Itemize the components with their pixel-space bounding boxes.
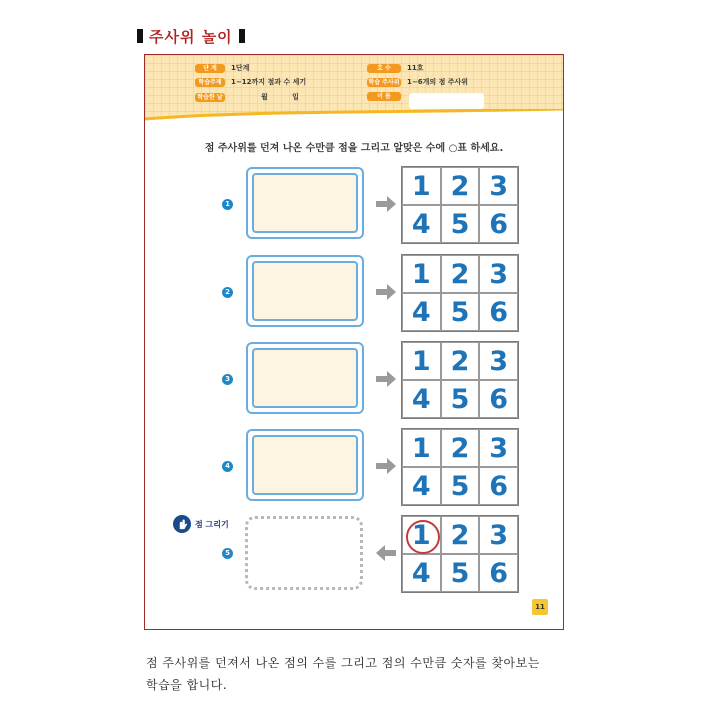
arrow-left-icon — [374, 544, 398, 562]
number-cell[interactable]: 6 — [479, 380, 518, 418]
header-row-name — [367, 92, 401, 101]
die-box-2[interactable] — [246, 255, 364, 327]
heading-title: 주사위 놀이 — [149, 27, 233, 46]
problem-marker-4: 4 — [222, 461, 233, 472]
topic-value: 1~12까지 점과 수 세기 — [231, 78, 307, 86]
die-box-inner — [252, 435, 358, 495]
arrow-right-icon — [374, 457, 398, 475]
number-cell[interactable]: 4 — [402, 554, 441, 592]
header-wave — [145, 109, 563, 127]
number-cell[interactable]: 2 — [441, 429, 480, 467]
number-grid-1 — [401, 166, 519, 244]
instruction-text: 점 주사위를 던져 나온 수만큼 점을 그리고 알맞은 수에 ○표 하세요. — [204, 143, 504, 154]
number-cell[interactable]: 5 — [441, 554, 480, 592]
problem-marker-5: 5 — [222, 548, 233, 559]
number-grid-5 — [401, 515, 519, 593]
worksheet-page — [144, 54, 564, 630]
caption-line-2: 학습을 합니다. — [146, 678, 228, 692]
header-row-date — [195, 92, 299, 102]
page-number-badge: 11 — [532, 599, 548, 615]
number-cell[interactable]: 2 — [441, 342, 480, 380]
draw-dots-text: 점 그리기 — [195, 519, 229, 529]
die-box-inner — [252, 173, 358, 233]
number-cell[interactable]: 6 — [479, 293, 518, 331]
dot-drawing-area[interactable] — [245, 516, 363, 590]
die-box-3[interactable] — [246, 342, 364, 414]
caption — [146, 652, 606, 696]
number-cell[interactable]: 3 — [479, 429, 518, 467]
header-row-level — [195, 63, 249, 73]
die-box-inner — [252, 261, 358, 321]
number-cell[interactable]: 5 — [441, 293, 480, 331]
problem-marker-3: 3 — [222, 374, 233, 385]
number-cell[interactable]: 6 — [479, 554, 518, 592]
problem-marker-2: 2 — [222, 287, 233, 298]
name-field[interactable] — [409, 93, 484, 109]
heading-right-mark — [239, 29, 245, 43]
number-cell[interactable]: 3 — [479, 516, 518, 554]
caption-line-1: 점 주사위를 던져서 나온 점의 수를 그리고 점의 수만큼 숫자를 찾아보는 — [146, 656, 540, 670]
number-cell[interactable]: 2 — [441, 167, 480, 205]
arrow-right-icon — [374, 283, 398, 301]
die-box-inner — [252, 348, 358, 408]
level-tag: 단 계 — [195, 64, 225, 73]
number-grid-4 — [401, 428, 519, 506]
draw-dots-label — [173, 515, 229, 533]
heading-left-mark — [137, 29, 143, 43]
dice-value: 1~6개의 점 주사위 — [407, 78, 469, 86]
date-tag: 학습한 날 — [195, 93, 225, 102]
arrow-right-icon — [374, 370, 398, 388]
dice-tag: 학습 주사위 — [368, 78, 400, 86]
issue-tag: 호 수 — [367, 64, 401, 73]
issue-value: 11호 — [407, 64, 424, 72]
number-cell[interactable]: 5 — [441, 467, 480, 505]
number-cell[interactable]: 5 — [441, 380, 480, 418]
number-cell-circled[interactable]: 1 — [402, 516, 441, 554]
header-row-dice — [367, 77, 468, 87]
topic-tag: 학습주제 — [195, 78, 225, 87]
number-cell[interactable]: 4 — [402, 293, 441, 331]
number-cell[interactable]: 3 — [479, 167, 518, 205]
die-box-1[interactable] — [246, 167, 364, 239]
level-value: 1단계 — [231, 64, 250, 72]
number-cell[interactable]: 2 — [441, 516, 480, 554]
page-heading — [137, 26, 245, 46]
number-cell[interactable]: 2 — [441, 255, 480, 293]
number-cell[interactable]: 4 — [402, 380, 441, 418]
number-cell[interactable]: 6 — [479, 467, 518, 505]
number-cell[interactable]: 1 — [402, 167, 441, 205]
hand-pencil-icon — [173, 515, 191, 533]
date-value: 월 일 — [261, 93, 299, 101]
number-cell[interactable]: 1 — [402, 342, 441, 380]
name-tag: 이 름 — [367, 92, 401, 101]
number-cell[interactable]: 1 — [402, 429, 441, 467]
number-cell[interactable]: 1 — [402, 255, 441, 293]
number-cell[interactable]: 3 — [479, 342, 518, 380]
number-cell[interactable]: 4 — [402, 467, 441, 505]
arrow-right-icon — [374, 195, 398, 213]
number-cell[interactable]: 4 — [402, 205, 441, 243]
header-row-topic — [195, 77, 306, 87]
number-grid-2 — [401, 254, 519, 332]
number-cell[interactable]: 3 — [479, 255, 518, 293]
header-row-issue — [367, 63, 424, 73]
die-box-4[interactable] — [246, 429, 364, 501]
number-cell[interactable]: 5 — [441, 205, 480, 243]
problem-marker-1: 1 — [222, 199, 233, 210]
number-cell[interactable]: 6 — [479, 205, 518, 243]
number-grid-3 — [401, 341, 519, 419]
